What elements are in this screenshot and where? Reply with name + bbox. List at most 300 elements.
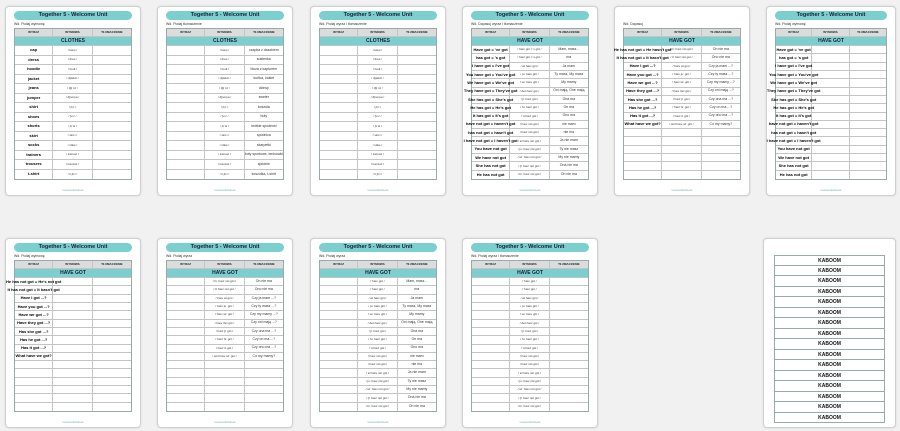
empty-cell[interactable] <box>53 386 92 393</box>
worksheet-page[interactable] <box>462 6 598 196</box>
table-row <box>320 361 436 369</box>
empty-cell[interactable] <box>53 378 92 385</box>
empty-cell[interactable] <box>167 361 205 368</box>
translation-cell[interactable] <box>850 146 886 153</box>
translation-cell[interactable] <box>850 71 886 78</box>
word-cell[interactable] <box>167 75 205 84</box>
word-cell[interactable] <box>320 295 358 302</box>
translation-cell[interactable] <box>550 353 588 360</box>
word-cell[interactable] <box>167 320 205 327</box>
kaboom-card[interactable]: KABOOM <box>774 413 885 424</box>
empty-cell[interactable] <box>245 378 283 385</box>
word-cell[interactable] <box>167 56 205 65</box>
translation-cell: Mam, masz... <box>558 46 580 51</box>
pronunciation-cell[interactable] <box>812 121 849 128</box>
word-cell[interactable] <box>167 65 205 74</box>
word-cell[interactable] <box>320 328 358 335</box>
translation-cell[interactable] <box>93 328 131 335</box>
translation-cell[interactable] <box>850 129 886 136</box>
empty-cell[interactable] <box>205 403 244 411</box>
empty-cell[interactable] <box>53 403 92 411</box>
empty-cell[interactable] <box>15 369 53 376</box>
empty-cell[interactable] <box>205 361 244 368</box>
pronunciation-cell[interactable] <box>812 137 849 144</box>
translation-cell[interactable] <box>398 122 436 131</box>
word-cell[interactable] <box>472 378 510 385</box>
table-row <box>472 54 588 62</box>
translation-cell[interactable] <box>398 75 436 84</box>
word-cell[interactable] <box>472 353 510 360</box>
word-cell[interactable] <box>167 141 205 150</box>
worksheet-page[interactable] <box>157 6 293 196</box>
translation-cell[interactable] <box>850 104 886 111</box>
word-cell[interactable] <box>320 84 358 93</box>
empty-cell[interactable] <box>662 171 701 179</box>
word-cell[interactable] <box>472 295 510 302</box>
word-cell[interactable] <box>167 160 205 169</box>
pronunciation-cell: / wiː hæv nɒt gɒt / <box>510 386 549 393</box>
column-header: WYRAZ <box>472 261 510 268</box>
table-row <box>320 84 436 94</box>
kaboom-card[interactable]: KABOOM <box>774 381 885 392</box>
word-cell: shorts <box>15 122 53 131</box>
translation-cell[interactable] <box>398 84 436 93</box>
column-header: WYRAZ <box>320 261 358 268</box>
word-cell[interactable] <box>320 345 358 352</box>
pronunciation-cell[interactable] <box>812 162 849 169</box>
empty-cell[interactable] <box>702 171 740 179</box>
kaboom-card[interactable]: KABOOM <box>774 360 885 371</box>
empty-cell[interactable] <box>624 146 662 153</box>
translation-cell[interactable] <box>93 345 131 352</box>
table-row <box>472 369 588 377</box>
empty-cell[interactable] <box>93 361 131 368</box>
translation-cell[interactable] <box>550 311 588 318</box>
translation-cell[interactable] <box>398 94 436 103</box>
translation-cell[interactable] <box>850 79 886 86</box>
word-cell[interactable] <box>320 56 358 65</box>
word-cell[interactable] <box>167 170 205 180</box>
pronunciation-cell[interactable] <box>53 328 92 335</box>
empty-cell[interactable] <box>205 369 244 376</box>
empty-cell[interactable] <box>93 369 131 376</box>
empty-cell[interactable] <box>245 361 283 368</box>
kaboom-card[interactable]: KABOOM <box>774 371 885 382</box>
word-cell[interactable] <box>320 170 358 180</box>
table-row <box>320 311 436 319</box>
translation-cell[interactable] <box>550 345 588 352</box>
word-cell[interactable] <box>472 328 510 335</box>
word-cell: shoes <box>15 113 53 122</box>
table-row <box>472 46 588 54</box>
empty-cell[interactable] <box>93 378 131 385</box>
kaboom-card[interactable]: KABOOM <box>774 266 885 277</box>
worksheet-page[interactable] <box>766 6 896 196</box>
word-cell[interactable] <box>167 311 205 318</box>
pronunciation-cell[interactable] <box>812 154 849 161</box>
kaboom-card[interactable]: KABOOM <box>774 339 885 350</box>
translation-cell[interactable] <box>850 162 886 169</box>
word-cell[interactable] <box>320 311 358 318</box>
pronunciation-cell[interactable] <box>53 336 92 343</box>
translation-cell[interactable] <box>398 103 436 112</box>
empty-cell[interactable] <box>662 162 701 169</box>
pronunciation-cell[interactable] <box>53 295 92 302</box>
translation-cell[interactable] <box>850 46 886 53</box>
word-cell[interactable] <box>320 46 358 55</box>
table-row <box>320 303 436 311</box>
pronunciation-cell: / juː hæv nɒt gɒt / <box>510 146 549 153</box>
empty-cell[interactable] <box>702 154 740 161</box>
word-cell[interactable] <box>320 160 358 169</box>
word-cell: He has got = He's got <box>470 104 511 110</box>
word-cell: He has not got <box>776 171 812 179</box>
empty-cell[interactable] <box>15 378 53 385</box>
word-cell[interactable] <box>320 103 358 112</box>
word-cell[interactable] <box>320 113 358 122</box>
translation-cell[interactable] <box>550 286 588 293</box>
word-cell[interactable] <box>167 336 205 343</box>
translation-cell[interactable] <box>550 278 588 285</box>
section-band: HAVE GOT <box>472 37 588 46</box>
table-header-row <box>167 29 283 37</box>
word-cell[interactable] <box>320 403 358 411</box>
pronunciation-cell[interactable] <box>812 129 849 136</box>
translation-cell[interactable] <box>398 170 436 180</box>
kaboom-card[interactable]: KABOOM <box>774 392 885 403</box>
word-cell[interactable] <box>167 278 205 285</box>
pronunciation-cell[interactable] <box>812 79 849 86</box>
word-cell[interactable] <box>167 132 205 141</box>
word-cell: have not got = haven't got <box>465 121 516 127</box>
empty-cell[interactable] <box>662 137 701 144</box>
empty-cell[interactable] <box>93 386 131 393</box>
pronunciation-cell[interactable] <box>53 286 92 293</box>
empty-cell[interactable] <box>662 129 701 136</box>
word-cell: It has got = It's got <box>776 113 812 119</box>
translation-cell[interactable] <box>93 94 131 103</box>
translation-cell[interactable] <box>850 113 886 120</box>
word-cell[interactable] <box>472 336 510 343</box>
translation-cell[interactable] <box>398 141 436 150</box>
kaboom-card[interactable]: KABOOM <box>774 308 885 319</box>
empty-cell[interactable] <box>624 137 662 144</box>
empty-cell[interactable] <box>53 394 92 401</box>
word-cell[interactable] <box>167 94 205 103</box>
worksheet-page[interactable] <box>462 238 598 428</box>
translation-cell[interactable] <box>93 56 131 65</box>
empty-cell[interactable] <box>624 171 662 179</box>
translation-cell[interactable] <box>398 113 436 122</box>
empty-cell[interactable] <box>702 137 740 144</box>
empty-cell[interactable] <box>702 162 740 169</box>
word-cell[interactable] <box>167 345 205 352</box>
word-cell: You have not got <box>776 146 812 153</box>
empty-cell[interactable] <box>245 369 283 376</box>
translation-cell[interactable] <box>398 151 436 160</box>
translation-cell[interactable] <box>93 278 131 285</box>
translation-cell[interactable] <box>550 361 588 368</box>
kaboom-card[interactable]: KABOOM <box>774 350 885 361</box>
empty-cell[interactable] <box>624 129 662 136</box>
pronunciation-cell[interactable] <box>53 345 92 352</box>
translation-cell: Czy ona ma ...? <box>708 96 734 101</box>
kaboom-card[interactable]: KABOOM <box>774 402 885 413</box>
translation-cell[interactable] <box>93 353 131 360</box>
word-cell[interactable] <box>320 132 358 141</box>
worksheet-page[interactable] <box>5 6 141 196</box>
translation-cell[interactable] <box>550 369 588 376</box>
translation-cell[interactable] <box>93 320 131 327</box>
kaboom-card-page[interactable] <box>763 238 896 428</box>
pronunciation-cell[interactable] <box>53 311 92 318</box>
pronunciation-cell[interactable] <box>812 113 849 120</box>
word-cell[interactable] <box>320 65 358 74</box>
empty-cell[interactable] <box>53 361 92 368</box>
pronunciation-cell: / hiː hæz nɒt gɒt / <box>358 403 397 411</box>
word-cell[interactable] <box>167 303 205 310</box>
table-row <box>624 96 740 104</box>
pronunciation-cell[interactable] <box>53 320 92 327</box>
kaboom-card[interactable]: KABOOM <box>774 318 885 329</box>
translation-cell[interactable] <box>93 103 131 112</box>
pronunciation-cell: / sɒks / <box>358 141 397 150</box>
word-cell[interactable] <box>472 403 510 411</box>
table-row <box>468 96 588 104</box>
word-cell: Have I got ...? <box>15 295 53 302</box>
word-cell[interactable] <box>320 386 358 393</box>
empty-cell[interactable] <box>93 403 131 411</box>
translation-cell[interactable] <box>550 378 588 385</box>
empty-cell[interactable] <box>167 369 205 376</box>
word-cell[interactable] <box>167 295 205 302</box>
word-cell[interactable] <box>167 286 205 293</box>
empty-cell[interactable] <box>245 394 283 401</box>
word-cell[interactable] <box>320 320 358 327</box>
word-cell[interactable] <box>320 378 358 385</box>
translation-cell[interactable] <box>93 286 131 293</box>
translation-cell[interactable] <box>850 63 886 70</box>
pronunciation-cell[interactable] <box>812 96 849 103</box>
translation-cell[interactable] <box>93 336 131 343</box>
table-row <box>776 63 886 71</box>
translation-cell[interactable] <box>850 88 886 95</box>
word-cell[interactable] <box>320 75 358 84</box>
word-cell[interactable] <box>320 278 358 285</box>
word-cell[interactable] <box>167 84 205 93</box>
kaboom-card[interactable]: KABOOM <box>774 276 885 287</box>
table-header-row <box>776 29 886 37</box>
translation-cell[interactable] <box>398 46 436 55</box>
empty-cell[interactable] <box>205 378 244 385</box>
word-cell: Have you got ...? <box>624 71 662 78</box>
translation-cell[interactable] <box>93 160 131 169</box>
word-cell[interactable] <box>472 394 510 401</box>
empty-cell[interactable] <box>167 403 205 411</box>
translation-cell[interactable] <box>550 403 588 411</box>
word-cell[interactable] <box>472 303 510 310</box>
word-cell[interactable] <box>320 336 358 343</box>
empty-cell[interactable] <box>15 386 53 393</box>
word-cell[interactable] <box>472 286 510 293</box>
table-row <box>472 63 588 71</box>
word-cell[interactable] <box>167 328 205 335</box>
word-cell[interactable] <box>472 311 510 318</box>
pronunciation-cell[interactable] <box>812 46 849 53</box>
pronunciation-cell[interactable] <box>812 146 849 153</box>
word-cell[interactable] <box>472 361 510 368</box>
worksheet-page[interactable] <box>310 238 446 428</box>
translation-cell[interactable] <box>550 336 588 343</box>
word-cell: You have got = You've got <box>465 71 516 77</box>
column-header: WYMOWA <box>510 29 549 36</box>
translation-cell: Ona ma <box>410 328 424 333</box>
word-cell[interactable] <box>320 394 358 401</box>
word-cell[interactable] <box>320 141 358 150</box>
pronunciation-cell[interactable] <box>53 303 92 310</box>
translation-cell[interactable] <box>550 303 588 310</box>
empty-cell[interactable] <box>15 403 53 411</box>
empty-cell[interactable] <box>245 403 283 411</box>
translation-cell[interactable] <box>398 132 436 141</box>
word-cell[interactable] <box>167 122 205 131</box>
empty-cell[interactable] <box>662 154 701 161</box>
translation-cell[interactable] <box>93 132 131 141</box>
translation-cell[interactable] <box>93 75 131 84</box>
pronunciation-cell: / skɜːt / <box>53 132 92 141</box>
worksheet-page[interactable] <box>157 238 293 428</box>
translation-cell[interactable] <box>550 320 588 327</box>
empty-cell[interactable] <box>205 394 244 401</box>
pronunciation-cell: / treɪnəz / <box>358 151 397 160</box>
translation-cell[interactable] <box>93 141 131 150</box>
worksheet-page[interactable] <box>310 6 446 196</box>
word-cell[interactable] <box>320 369 358 376</box>
word-cell[interactable] <box>320 286 358 293</box>
table-row <box>624 71 740 79</box>
worksheet-page[interactable] <box>614 6 750 196</box>
word-cell[interactable] <box>167 46 205 55</box>
empty-cell[interactable] <box>245 386 283 393</box>
word-cell[interactable] <box>320 353 358 360</box>
translation-cell[interactable] <box>398 56 436 65</box>
word-cell[interactable] <box>320 122 358 131</box>
footer-logo: Liveworksheets <box>214 420 236 424</box>
word-cell[interactable] <box>167 113 205 122</box>
translation-cell[interactable] <box>850 54 886 61</box>
empty-cell[interactable] <box>167 378 205 385</box>
translation-cell[interactable] <box>850 154 886 161</box>
empty-cell[interactable] <box>702 129 740 136</box>
translation-cell[interactable] <box>850 121 886 128</box>
kaboom-card[interactable]: KABOOM <box>774 297 885 308</box>
word-cell[interactable] <box>472 345 510 352</box>
kaboom-card[interactable]: KABOOM <box>774 329 885 340</box>
translation-cell[interactable] <box>550 295 588 302</box>
translation-cell[interactable] <box>93 113 131 122</box>
word-cell[interactable] <box>320 361 358 368</box>
translation-cell: spodnie <box>257 161 270 166</box>
table-row <box>167 103 283 113</box>
pronunciation-cell[interactable] <box>812 104 849 111</box>
translation-cell[interactable] <box>550 394 588 401</box>
table-row <box>167 84 283 94</box>
empty-cell[interactable] <box>15 394 53 401</box>
translation-cell[interactable] <box>93 151 131 160</box>
word-cell[interactable] <box>472 278 510 285</box>
pronunciation-cell: / treɪnəz / <box>205 151 244 160</box>
empty-cell[interactable] <box>93 394 131 401</box>
word-cell[interactable] <box>320 94 358 103</box>
translation-cell[interactable] <box>93 295 131 302</box>
translation-cell[interactable] <box>93 65 131 74</box>
empty-cell[interactable] <box>624 162 662 169</box>
word-cell[interactable] <box>167 353 205 360</box>
translation-cell[interactable] <box>398 160 436 169</box>
word-cell[interactable] <box>472 386 510 393</box>
table-row <box>167 46 283 56</box>
table-row <box>472 336 588 344</box>
pronunciation-cell[interactable] <box>53 353 92 360</box>
translation-cell: Ja mam <box>562 63 576 68</box>
empty-cell[interactable] <box>662 146 701 153</box>
translation-cell[interactable] <box>850 137 886 144</box>
word-cell[interactable] <box>472 369 510 376</box>
kaboom-card[interactable]: KABOOM <box>774 255 885 266</box>
word-cell[interactable] <box>472 320 510 327</box>
word-cell: She has not got <box>776 162 812 169</box>
translation-cell[interactable] <box>550 386 588 393</box>
table-row <box>167 170 283 180</box>
pronunciation-cell[interactable] <box>812 54 849 61</box>
pronunciation-cell[interactable] <box>812 71 849 78</box>
translation-cell[interactable] <box>93 311 131 318</box>
pronunciation-cell[interactable] <box>812 171 849 179</box>
word-cell: Has she got ...? <box>624 96 662 103</box>
empty-cell[interactable] <box>205 386 244 393</box>
word-cell[interactable] <box>320 303 358 310</box>
word-cell[interactable] <box>167 151 205 160</box>
translation-cell[interactable] <box>93 122 131 131</box>
pronunciation-cell: / hæz ɪt gɒt / <box>662 113 701 120</box>
pronunciation-cell[interactable] <box>53 278 92 285</box>
word-cell[interactable] <box>320 151 358 160</box>
translation-cell[interactable] <box>850 96 886 103</box>
kaboom-card[interactable]: KABOOM <box>774 287 885 298</box>
empty-cell[interactable] <box>53 369 92 376</box>
translation-cell[interactable] <box>93 84 131 93</box>
word-cell: You have got = You've got <box>769 71 819 77</box>
pronunciation-cell[interactable] <box>812 88 849 95</box>
translation-cell[interactable] <box>850 171 886 179</box>
empty-cell[interactable] <box>702 146 740 153</box>
empty-cell[interactable] <box>15 361 53 368</box>
worksheet-page[interactable] <box>5 238 141 428</box>
empty-cell[interactable] <box>167 394 205 401</box>
translation-cell[interactable] <box>93 46 131 55</box>
translation-cell[interactable] <box>93 170 131 180</box>
pronunciation-cell[interactable] <box>812 63 849 70</box>
empty-cell[interactable] <box>167 386 205 393</box>
word-cell: I have got = I've got <box>472 63 510 69</box>
translation-cell[interactable] <box>550 328 588 335</box>
translation-cell[interactable] <box>93 303 131 310</box>
empty-cell[interactable] <box>624 154 662 161</box>
word-cell[interactable] <box>167 103 205 112</box>
blank-row <box>624 154 740 162</box>
pronunciation-cell: / hæv nɒt gɒt / <box>510 121 549 128</box>
translation-cell[interactable] <box>398 65 436 74</box>
